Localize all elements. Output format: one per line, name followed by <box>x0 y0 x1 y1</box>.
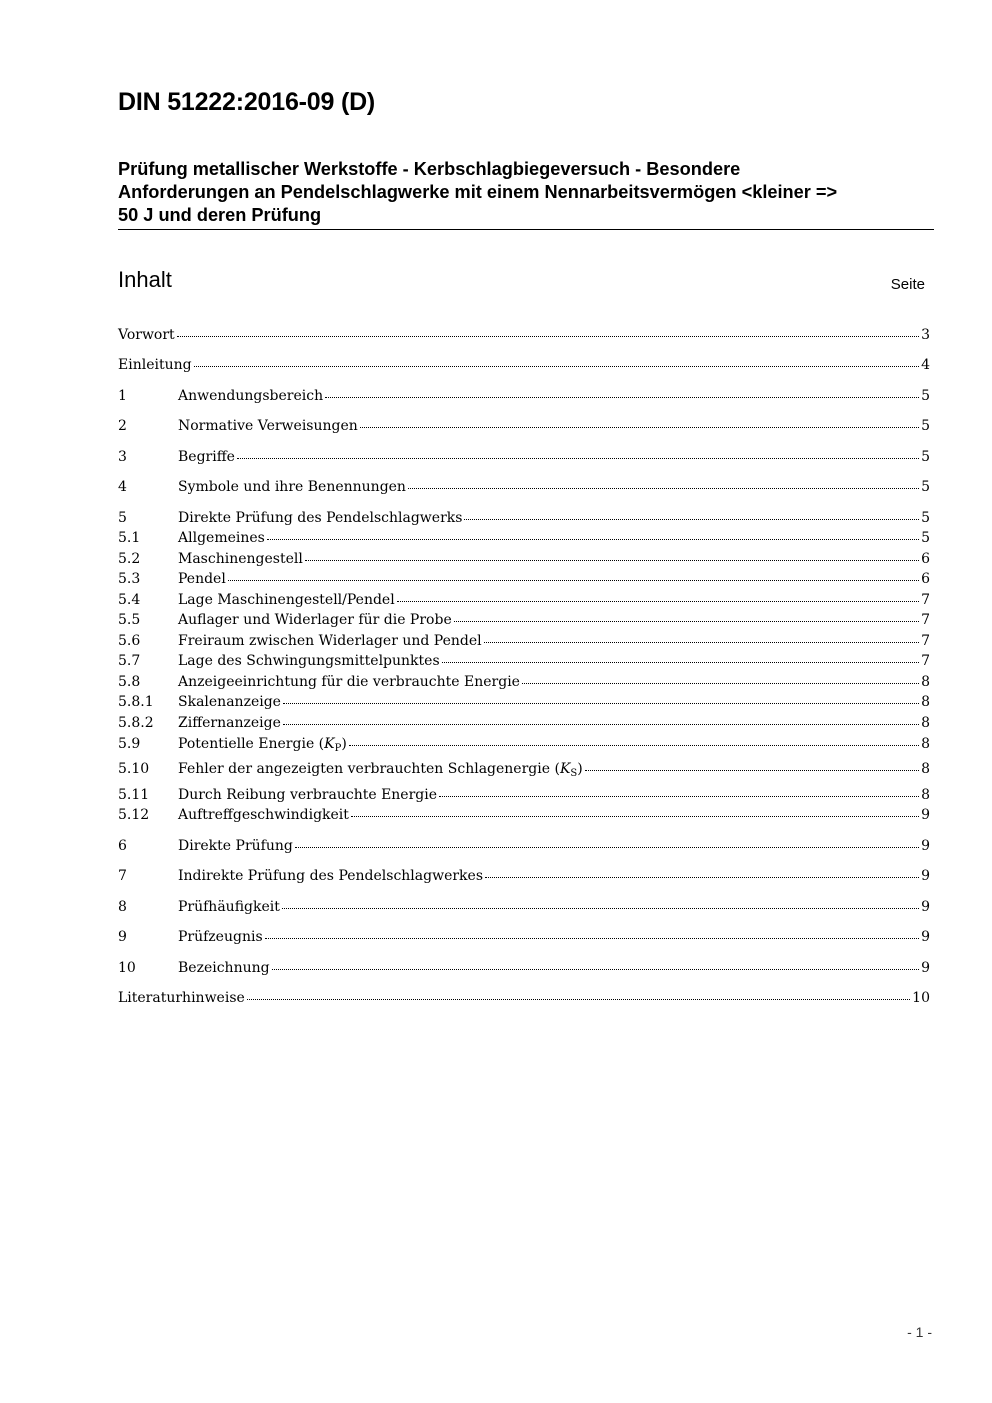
toc-entry-page: 9 <box>921 899 930 915</box>
toc-entry-page: 6 <box>921 551 930 567</box>
toc-entry-page: 7 <box>921 653 930 669</box>
toc-entry-label <box>178 477 406 497</box>
toc-entry-number: 4 <box>118 479 127 495</box>
toc-entry-label <box>178 386 323 406</box>
toc-entry-label <box>178 528 265 548</box>
toc-entry-page: 5 <box>921 418 930 434</box>
toc-entry-label-text: Normative Verweisungen <box>178 418 358 434</box>
toc-entry-number: 5.8 <box>118 674 141 690</box>
toc-entry-number: 5.5 <box>118 612 141 628</box>
toc-entry-label-text: Einleitung <box>118 357 192 373</box>
toc-entry-label-text: Anwendungsbereich <box>178 388 324 404</box>
toc-dot-leader <box>237 458 919 459</box>
toc-entry-number: 6 <box>118 838 127 854</box>
toc-entry-page: 9 <box>921 960 930 976</box>
toc-entry-label <box>178 958 270 978</box>
toc-entry-label-text: Literaturhinweise <box>118 990 245 1006</box>
toc-entry-page: 4 <box>921 357 930 373</box>
toc-entry-label-text: Vorwort <box>118 327 175 343</box>
toc-entry-label-text: Bezeichnung <box>178 960 270 976</box>
toc-entry-label <box>178 713 281 733</box>
toc-entry[interactable] <box>118 528 930 548</box>
toc-entry-label <box>118 325 175 345</box>
toc-entry-page: 5 <box>921 388 930 404</box>
toc-entry-number: 7 <box>118 868 127 884</box>
toc-entry-label-text: Skalenanzeige <box>178 694 281 710</box>
toc-page-column-label: Seite <box>890 276 925 293</box>
toc-dot-leader <box>305 560 919 561</box>
toc-entry[interactable] <box>118 631 930 651</box>
toc-dot-leader <box>349 745 919 746</box>
toc-entry-label-text: Direkte Prüfung des Pendelschlagwerks <box>178 510 463 526</box>
toc-entry-page: 5 <box>921 510 930 526</box>
toc-dot-leader <box>439 796 919 797</box>
toc-entry-label <box>178 759 583 784</box>
toc-entry[interactable] <box>118 447 930 467</box>
toc-entry-label <box>178 651 440 671</box>
toc-entry[interactable] <box>118 927 930 947</box>
toc-entry-label-text: Symbole und ihre Benennungen <box>178 479 406 495</box>
toc-entry-page: 7 <box>921 612 930 628</box>
toc-dot-leader <box>267 539 919 540</box>
toc-dot-leader <box>360 427 919 428</box>
toc-entry-label <box>178 416 358 436</box>
toc-entry-label-text: Lage des Schwingungsmittelpunktes <box>178 653 440 669</box>
toc-entry-label <box>178 447 235 467</box>
toc-entry-label <box>178 805 349 825</box>
toc-dot-leader <box>283 724 919 725</box>
toc-entry-label <box>178 631 482 651</box>
toc-entry-page: 8 <box>921 761 930 777</box>
toc-entry-page: 8 <box>921 736 930 752</box>
toc-entry[interactable] <box>118 569 930 589</box>
document-title <box>118 158 933 227</box>
toc-entry[interactable] <box>118 651 930 671</box>
toc-entry-page: 9 <box>921 807 930 823</box>
toc-entry-label-text: Fehler der angezeigten verbrauchten Schlagenergie ( <box>178 761 560 777</box>
toc-entry-number: 9 <box>118 929 127 945</box>
toc-dot-leader <box>295 847 919 848</box>
toc-entry[interactable] <box>118 672 930 692</box>
toc-entry-number: 5.2 <box>118 551 141 567</box>
toc-dot-leader <box>194 366 920 367</box>
page-number: - 1 - <box>907 1324 932 1340</box>
toc-entry-label <box>178 927 263 947</box>
toc-entry-label-text: Direkte Prüfung <box>178 838 293 854</box>
toc-entry[interactable] <box>118 386 930 406</box>
document-title-line: 50 J und deren Prüfung <box>118 205 322 225</box>
toc-entry-label <box>178 734 347 759</box>
toc-dot-leader <box>247 999 910 1000</box>
toc-entry-page: 9 <box>921 868 930 884</box>
toc-entry-number: 2 <box>118 418 127 434</box>
toc-dot-leader <box>484 642 919 643</box>
toc-entry[interactable] <box>118 988 930 1008</box>
toc-entry[interactable] <box>118 508 930 528</box>
toc-entry[interactable] <box>118 958 930 978</box>
toc-entry-label <box>118 988 245 1008</box>
document-title-line: Prüfung metallischer Werkstoffe - Kerbschlagbiegeversuch - Besondere <box>118 159 741 179</box>
toc-dot-leader <box>228 580 919 581</box>
toc-entry-label <box>178 785 437 805</box>
toc-entry[interactable] <box>118 734 930 754</box>
toc-dot-leader <box>408 488 919 489</box>
toc-entry[interactable] <box>118 713 930 733</box>
toc-entry-label <box>178 569 226 589</box>
document-title-line: Anforderungen an Pendelschlagwerke mit einem Nennarbeitsvermögen <kleiner => <box>118 182 838 202</box>
toc-entry-number: 1 <box>118 388 127 404</box>
toc-entry[interactable] <box>118 416 930 436</box>
toc-entry-label-text: Auftreffgeschwindigkeit <box>178 807 349 823</box>
toc-entry-page: 5 <box>921 479 930 495</box>
toc-entry[interactable] <box>118 805 930 825</box>
toc-entry[interactable] <box>118 759 930 779</box>
formula-subscript: S <box>570 768 578 779</box>
toc-entry-label-text: Lage Maschinengestell/Pendel <box>178 592 395 608</box>
toc-entry-label-text: Ziffernanzeige <box>178 715 281 731</box>
toc-entry[interactable] <box>118 325 930 345</box>
toc-entry-page: 9 <box>921 929 930 945</box>
toc-dot-leader <box>177 336 919 337</box>
toc-entry-page: 5 <box>921 449 930 465</box>
toc-entry-number: 10 <box>118 960 136 976</box>
toc-entry-page: 7 <box>921 633 930 649</box>
toc-dot-leader <box>325 397 919 398</box>
toc-entry-label <box>178 549 303 569</box>
toc-entry-label <box>178 897 280 917</box>
toc-entry-label <box>178 508 462 528</box>
toc-entry-label-text: Allgemeines <box>178 530 265 546</box>
toc-dot-leader <box>351 816 919 817</box>
formula-symbol: K <box>559 761 571 777</box>
toc-dot-leader <box>522 683 919 684</box>
toc-dot-leader <box>442 662 919 663</box>
toc-dot-leader <box>272 969 919 970</box>
toc-entry-number: 5.10 <box>118 761 150 777</box>
formula-subscript: P <box>334 743 342 754</box>
toc-entry-number: 5.1 <box>118 530 141 546</box>
toc-entry-page: 8 <box>921 787 930 803</box>
toc-dot-leader <box>282 908 919 909</box>
toc-dot-leader <box>397 601 919 602</box>
toc-dot-leader <box>485 877 919 878</box>
toc-entry-number: 5.6 <box>118 633 141 649</box>
toc-entry-page: 8 <box>921 694 930 710</box>
toc-entry-number: 5.8.2 <box>118 715 154 731</box>
toc-entry-label-end: ) <box>341 736 347 752</box>
toc-entry-label <box>178 672 520 692</box>
toc-entry-number: 5.7 <box>118 653 141 669</box>
toc-entry-page: 5 <box>921 530 930 546</box>
toc-dot-leader <box>464 519 919 520</box>
toc-entry-number: 5.4 <box>118 592 141 608</box>
toc-entry[interactable] <box>118 590 930 610</box>
toc-entry-number: 5.8.1 <box>118 694 154 710</box>
toc-entry-label-text: Auflager und Widerlager für die Probe <box>178 612 452 628</box>
toc-entry-page: 8 <box>921 674 930 690</box>
toc-dot-leader <box>585 770 919 771</box>
toc-entry[interactable] <box>118 785 930 805</box>
toc-entry-label-text: Maschinengestell <box>178 551 303 567</box>
toc-entry-label-text: Freiraum zwischen Widerlager und Pendel <box>178 633 482 649</box>
toc-entry-label-text: Pendel <box>178 571 226 587</box>
toc-entry-number: 3 <box>118 449 127 465</box>
toc-entry-label <box>178 590 395 610</box>
toc-heading: Inhalt <box>118 267 172 292</box>
toc-entry-page: 10 <box>912 990 930 1006</box>
toc-entry[interactable] <box>118 355 930 375</box>
toc-entry-number: 8 <box>118 899 127 915</box>
toc-dot-leader <box>283 703 919 704</box>
toc-entry-page: 9 <box>921 838 930 854</box>
toc-entry-number: 5.12 <box>118 807 150 823</box>
toc-entry-label-end: ) <box>577 761 583 777</box>
toc-entry-label <box>178 692 281 712</box>
toc-entry-label-text: Begriffe <box>178 449 235 465</box>
toc-entry-page: 3 <box>921 327 930 343</box>
toc-entry-number: 5.3 <box>118 571 141 587</box>
toc-entry-label-text: Prüfzeugnis <box>178 929 263 945</box>
toc-entry-label-text: Durch Reibung verbrauchte Energie <box>178 787 438 803</box>
toc-entry-page: 7 <box>921 592 930 608</box>
formula-symbol: K <box>324 736 335 752</box>
toc-dot-leader <box>454 621 919 622</box>
toc-entry-label-text: Anzeigeeinrichtung für die verbrauchte Energie <box>178 674 520 690</box>
toc-entry-number: 5 <box>118 510 127 526</box>
toc-entry-label-text: Prüfhäufigkeit <box>178 899 280 915</box>
toc-entry[interactable] <box>118 610 930 630</box>
title-divider <box>118 229 934 230</box>
toc-entry[interactable] <box>118 897 930 917</box>
toc-entry-label <box>178 610 452 630</box>
toc-entry[interactable] <box>118 549 930 569</box>
toc-entry-label-text: Potentielle Energie ( <box>178 736 325 752</box>
document-number: DIN 51222:2016-09 (D) <box>118 88 376 116</box>
toc-entry-label <box>178 836 293 856</box>
toc-entry-label <box>178 866 483 886</box>
toc-entry-number: 5.9 <box>118 736 141 752</box>
toc-entry[interactable] <box>118 866 930 886</box>
toc-entry-page: 6 <box>921 571 930 587</box>
toc-entry[interactable] <box>118 692 930 712</box>
toc-entry-label-text: Indirekte Prüfung des Pendelschlagwerkes <box>178 868 484 884</box>
toc-entry[interactable] <box>118 836 930 856</box>
toc-entry[interactable] <box>118 477 930 497</box>
toc-entry-number: 5.11 <box>118 787 150 803</box>
toc-dot-leader <box>265 938 919 939</box>
toc-entry-label <box>118 355 192 375</box>
toc-entry-page: 8 <box>921 715 930 731</box>
